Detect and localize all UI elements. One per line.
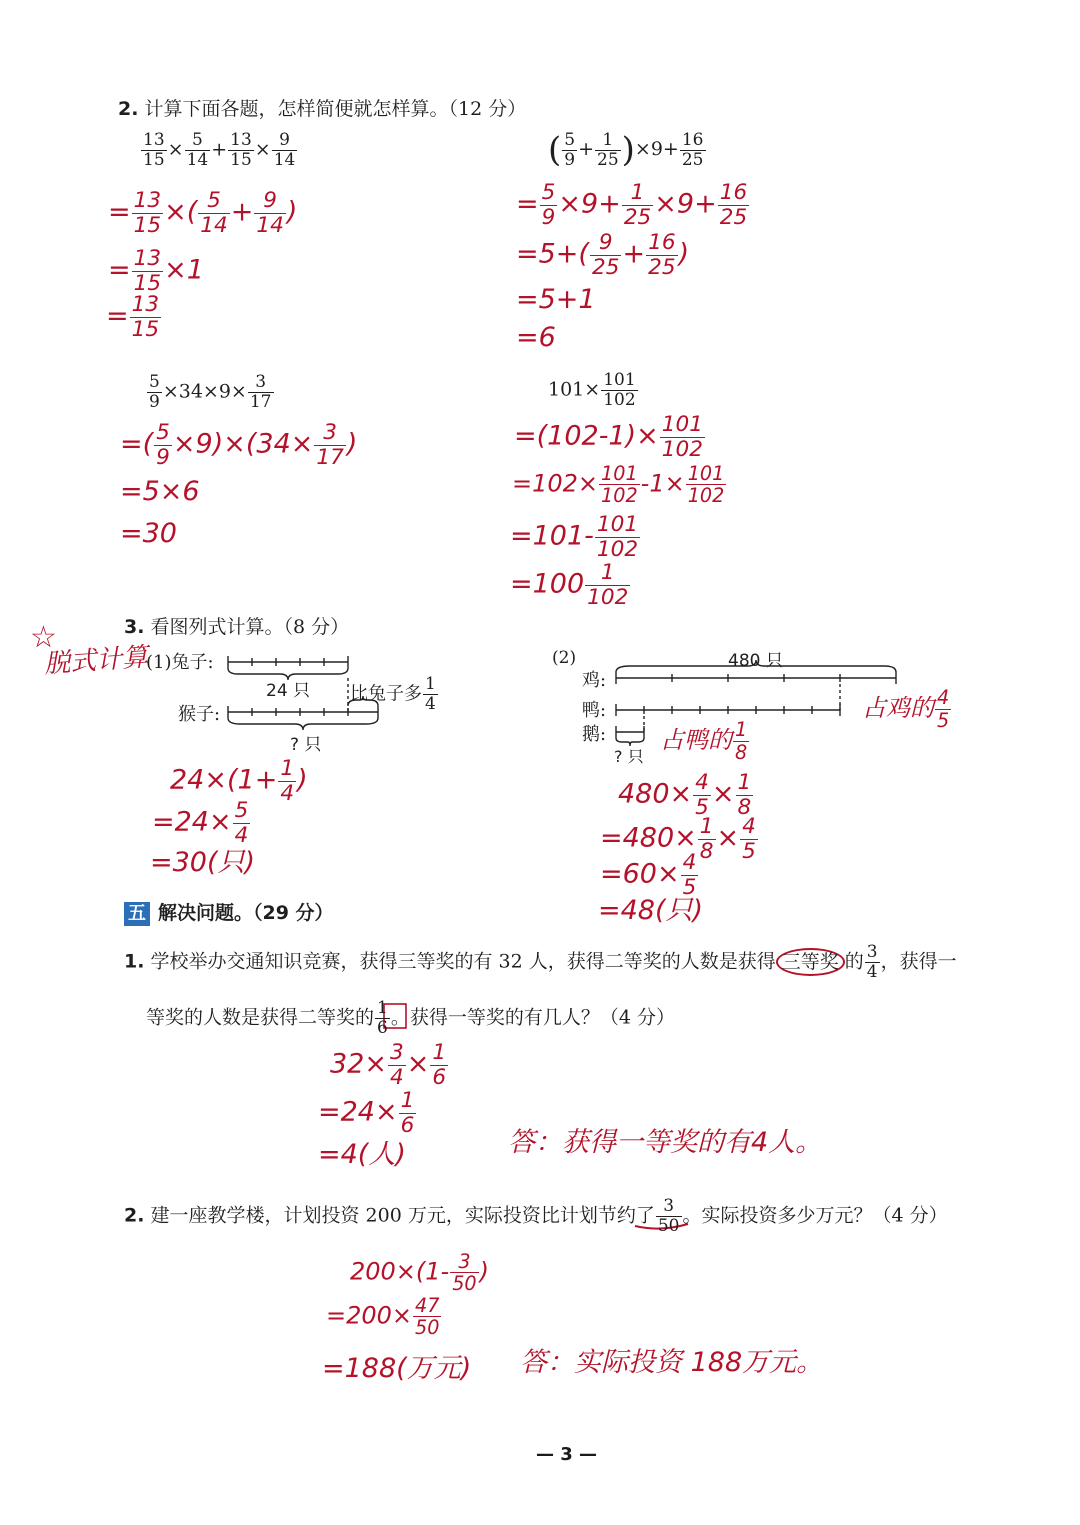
problem-4-step-2: =102× $\frac{101}{102}$ -1× $\frac{101}{102}$ <box>512 462 725 508</box>
diagram-2-step-2: =480× $\frac{1}{8}$ × $\frac{4}{5}$ <box>600 814 756 864</box>
problem-2-step-4: =6 <box>516 322 556 353</box>
diagram-2-step-1: 480× $\frac{4}{5}$ × $\frac{1}{8}$ <box>618 770 752 820</box>
q1-line-1: 1. 学校举办交通知识竞赛，获得三等奖的有 32 人，获得二等奖的人数是获得 三等奖 的 $\frac{3}{4}$ ，获得一 <box>124 942 957 982</box>
q2-answer: 答：实际投资 188万元。 <box>520 1347 824 1378</box>
q2-line-1: 2. 建一座教学楼，计划投资 200 万元，实际投资比计划节约了 $\frac{3}{50}$ 。实际投资多少万元？（4 分） <box>124 1196 948 1236</box>
duck-note: 占鸡的 $\frac{4}{5}$ <box>862 686 950 732</box>
problem-3-step-3: =30 <box>120 518 177 549</box>
diagram-1-step-1: 24×(1+ $\frac{1}{4}$ ) <box>170 756 308 806</box>
section-5-heading <box>124 898 334 926</box>
monkey-label: 猴子: <box>178 704 221 725</box>
goose-note: 占鸭的 $\frac{1}{8}$ <box>660 718 748 764</box>
q1-step-1: 32× $\frac{3}{4}$ × $\frac{1}{6}$ <box>330 1040 447 1090</box>
question-number: 2. <box>118 98 139 120</box>
rabbit-count-label: 24 只 <box>266 681 311 701</box>
monkey-count-label: ? 只 <box>290 735 322 755</box>
question-title: 看图列式计算。（8 分） <box>150 616 350 638</box>
fraction: $\frac{5}{14}$ <box>186 130 209 170</box>
handwritten-note: 脱式计算 <box>43 642 150 680</box>
goose-label: 鹅: <box>582 724 607 745</box>
problem-1-step-1: = $\frac{13}{15}$ ×( $\frac{5}{14}$ + $\frac{9}{14}$ ) <box>108 188 298 238</box>
diagram-1-step-3: =30(只) <box>150 847 256 878</box>
total-label: 480 只 <box>728 651 783 671</box>
diagram-2-step-4: =48(只) <box>598 895 704 926</box>
rabbit-segment <box>228 656 348 680</box>
diagram-2-step-3: =60× $\frac{4}{5}$ <box>600 850 697 900</box>
problem-1-step-2: = $\frac{13}{15}$ ×1 <box>108 246 204 296</box>
problem-3-step-1: =( $\frac{5}{9}$ ×9)×(34× $\frac{3}{17}$ ) <box>120 420 358 470</box>
q1-step-3: =4(人) <box>318 1139 406 1170</box>
rabbit-label: (1)兔子: <box>146 652 214 673</box>
problem-4-step-1: =(102-1)× $\frac{101}{102}$ <box>514 412 703 462</box>
q1-line-2: 等奖的人数是获得二等奖的 $\frac{1}{6}$ 。获得一等奖的有几人？（4 分） <box>146 998 675 1038</box>
q2-step-2: =200× $\frac{47}{50}$ <box>326 1294 440 1340</box>
chicken-label: 鸡: <box>582 670 607 691</box>
problem-1-step-3: = $\frac{13}{15}$ <box>106 292 160 342</box>
section-badge: 五 <box>124 902 150 926</box>
problem-2-step-2: =5+( $\frac{9}{25}$ + $\frac{16}{25}$ ) <box>516 230 690 280</box>
q1-step-2: =24× $\frac{1}{6}$ <box>318 1088 415 1138</box>
goose-count-label: ? 只 <box>614 747 644 766</box>
duck-label: 鸭: <box>582 700 607 721</box>
q1-answer: 答：获得一等奖的有4人。 <box>508 1127 823 1158</box>
problem-2-step-1: = $\frac{5}{9}$ ×9+ $\frac{1}{25}$ ×9+ $\frac{16}{25}$ <box>516 180 748 230</box>
question-number: 3. <box>124 616 145 638</box>
monkey-segment <box>228 678 378 730</box>
question-title: 计算下面各题，怎样简便就怎样算。（12 分） <box>144 98 527 120</box>
q2-step-1: 200×(1- $\frac{3}{50}$ ) <box>350 1250 490 1296</box>
fraction: $\frac{13}{15}$ <box>230 130 252 170</box>
problem-4-step-3: =101- $\frac{101}{102}$ <box>510 512 639 562</box>
goose-segment <box>616 716 644 746</box>
problem-3-expression: $\frac{5}{9}$ ×34×9× $\frac{3}{17}$ <box>149 372 272 412</box>
star-icon: ☆ <box>30 620 57 655</box>
diagram-2-label: (2) <box>552 648 577 668</box>
fraction: $\frac{13}{15}$ <box>143 130 165 170</box>
q2-step-3: =188(万元) <box>322 1353 472 1384</box>
diagram-1-step-2: =24× $\frac{5}{4}$ <box>152 798 249 848</box>
circled-text: 三等奖 <box>776 948 845 976</box>
problem-3-step-2: =5×6 <box>120 476 200 507</box>
problem-2-expression: ( $\frac{5}{9}$ + $\frac{1}{25}$ )×9+ $\frac{16}{25}$ <box>548 129 704 170</box>
compare-label: 比兔子多 $\frac{1}{4}$ <box>350 674 436 714</box>
problem-4-step-4: =100 $\frac{1}{102}$ <box>510 560 629 610</box>
duck-segment <box>616 684 840 716</box>
problem-4-expression: 101× $\frac{101}{102}$ <box>548 370 636 410</box>
fraction: $\frac{9}{14}$ <box>273 130 296 170</box>
section-title: 解决问题。（29 分） <box>158 902 334 924</box>
problem-1-expression: $\frac{13}{15}$ × $\frac{5}{14}$ + $\frac{13}{15}$ × $\frac{9}{14}$ <box>143 130 296 170</box>
page-number: — 3 — <box>536 1444 598 1465</box>
problem-2-step-3: =5+1 <box>516 284 596 315</box>
